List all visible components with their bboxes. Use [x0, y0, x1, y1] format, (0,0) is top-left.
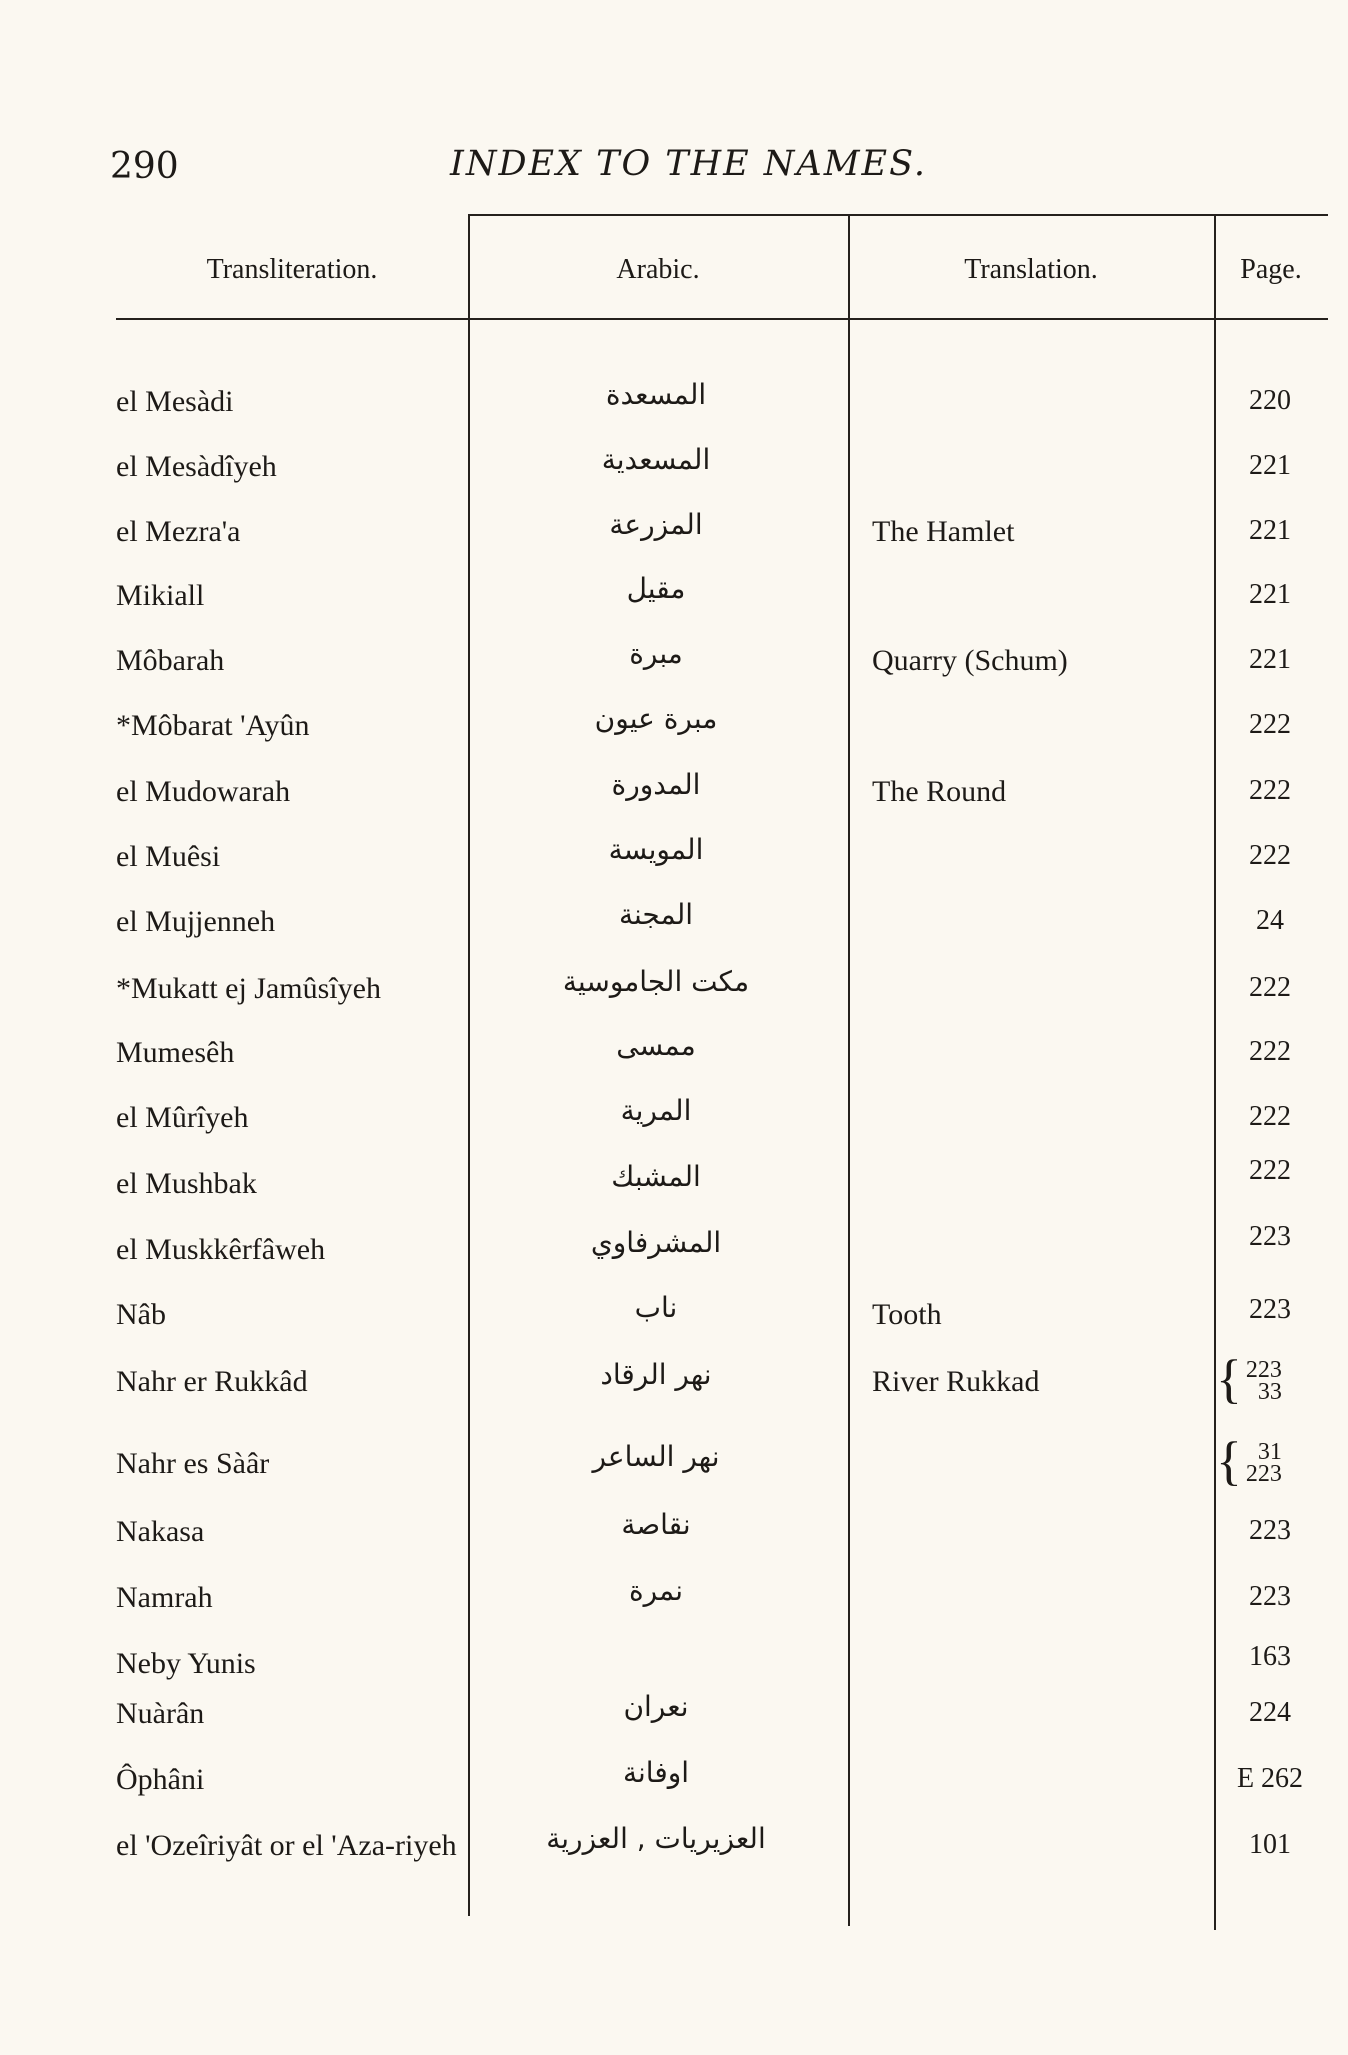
table-row	[116, 378, 1331, 446]
transliteration-cell: el 'Ozeîriyât or el 'Aza-riyeh	[116, 1829, 457, 1862]
arabic-cell: مكت الجاموسية	[562, 965, 750, 998]
transliteration-cell: el Mushbak	[116, 1167, 257, 1200]
running-title: INDEX TO THE NAMES.	[450, 144, 927, 184]
page-cell: 224	[1249, 1697, 1291, 1728]
page-cell: 222	[1249, 840, 1291, 871]
page-cell: 220	[1249, 385, 1291, 416]
table-row	[116, 1431, 1331, 1508]
page-cell: 221	[1249, 644, 1291, 675]
page-number-bottom: 33	[1257, 1379, 1282, 1406]
arabic-cell: مقيل	[626, 572, 686, 605]
page-cell: 221	[1249, 450, 1291, 481]
arabic-cell: المشبك	[611, 1160, 701, 1193]
column-header-arabic: Arabic.	[616, 254, 700, 285]
table-row	[116, 637, 1331, 705]
arabic-cell: المزرعة	[609, 508, 703, 541]
transliteration-cell: el Mezra'a	[116, 515, 241, 548]
page-cell: 223	[1249, 1515, 1291, 1546]
transliteration-cell: Mumesêh	[116, 1036, 235, 1069]
table-row	[116, 1574, 1331, 1642]
table-row	[116, 1291, 1331, 1359]
page-cell: 222	[1249, 972, 1291, 1003]
page-header	[110, 140, 1190, 190]
table-row	[116, 702, 1331, 770]
transliteration-cell: Nâb	[116, 1298, 166, 1331]
column-header-translation: Translation.	[964, 254, 1098, 285]
arabic-cell: نقاصة	[621, 1508, 691, 1541]
page-cell: 222	[1249, 1155, 1291, 1186]
table-row	[116, 1690, 1331, 1758]
translation-cell: Tooth	[872, 1298, 942, 1331]
table-row	[116, 1822, 1331, 1918]
page-cell: 223	[1249, 1581, 1291, 1612]
transliteration-cell: Nahr er Rukkâd	[116, 1365, 308, 1398]
page-cell: 221	[1249, 579, 1291, 610]
table-row	[116, 1349, 1331, 1426]
page-cell: 24	[1256, 905, 1284, 936]
table-row	[116, 1221, 1331, 1294]
transliteration-cell: Neby Yunis	[116, 1647, 256, 1680]
transliteration-cell: el Mûrîyeh	[116, 1101, 249, 1134]
arabic-cell: المجنة	[618, 898, 694, 931]
transliteration-cell: el Muêsi	[116, 840, 221, 873]
page-cell: 222	[1249, 1036, 1291, 1067]
transliteration-cell: el Muskkêrfâweh	[116, 1233, 326, 1266]
top-rule	[468, 214, 1328, 216]
arabic-cell: العزيريات , العزرية	[546, 1822, 766, 1855]
transliteration-cell: *Môbarat 'Ayûn	[116, 709, 310, 742]
page-cell: E 262	[1236, 1763, 1304, 1794]
transliteration-cell: Nuàrân	[116, 1697, 205, 1730]
arabic-cell: مبرة	[629, 637, 683, 670]
page-cell: 101	[1249, 1829, 1291, 1860]
table-row	[116, 898, 1331, 966]
table-row	[116, 1029, 1331, 1097]
arabic-cell: نهر الساعر	[592, 1440, 720, 1473]
column-header-transliteration: Transliteration.	[206, 254, 378, 285]
table-row	[116, 443, 1331, 511]
page-number: 290	[110, 146, 179, 187]
page-pair	[1245, 1436, 1282, 1488]
page-number-top: 223	[1245, 1357, 1282, 1383]
arabic-cell: المشرفاوي	[590, 1226, 722, 1259]
table-row	[116, 768, 1331, 836]
transliteration-cell: el Mujjenneh	[116, 905, 276, 938]
table-row	[116, 1094, 1331, 1162]
page-cell	[1216, 1349, 1336, 1409]
arabic-cell: المويسة	[608, 833, 704, 866]
page-cell: 222	[1249, 775, 1291, 806]
translation-cell: Quarry (Schum)	[872, 644, 1068, 677]
transliteration-cell: Ôphâni	[116, 1763, 205, 1796]
arabic-cell: اوفانة	[622, 1756, 690, 1789]
arabic-cell: نعران	[623, 1690, 689, 1723]
table-row	[116, 572, 1331, 640]
table-row	[116, 833, 1331, 901]
transliteration-cell: *Mukatt ej Jamûsîyeh	[116, 972, 381, 1005]
page-cell	[1216, 1431, 1336, 1491]
table-row	[116, 1508, 1331, 1576]
arabic-cell: المسعدة	[605, 378, 707, 411]
table-row	[116, 1155, 1331, 1228]
index-table	[116, 214, 1331, 1934]
transliteration-cell: Namrah	[116, 1581, 213, 1614]
translation-cell: River Rukkad	[872, 1365, 1040, 1398]
arabic-cell: ناب	[634, 1291, 678, 1324]
arabic-cell: نمرة	[628, 1574, 684, 1607]
transliteration-cell: el Mudowarah	[116, 775, 291, 808]
page-number-bottom: 223	[1245, 1461, 1282, 1488]
arabic-cell: ممسى	[616, 1029, 696, 1062]
transliteration-cell: Môbarah	[116, 644, 225, 677]
transliteration-cell: Nakasa	[116, 1515, 205, 1548]
page-cell: 223	[1249, 1294, 1291, 1325]
transliteration-cell: Nahr es Sàâr	[116, 1447, 270, 1480]
transliteration-cell: el Mesàdîyeh	[116, 450, 277, 483]
header-underline	[116, 318, 1328, 320]
arabic-cell: المسعدية	[601, 443, 711, 476]
page-cell: 222	[1249, 709, 1291, 740]
brace-mark: {	[1216, 1349, 1242, 1409]
arabic-cell: مبرة عيون	[594, 702, 718, 735]
table-row	[116, 1756, 1331, 1824]
translation-cell: The Hamlet	[872, 515, 1015, 548]
column-header-page: Page.	[1240, 254, 1302, 285]
page-cell: 223	[1249, 1221, 1291, 1252]
transliteration-cell: el Mesàdi	[116, 385, 234, 418]
brace-mark: {	[1216, 1431, 1242, 1491]
translation-cell: The Round	[872, 775, 1007, 808]
page-cell: 221	[1249, 515, 1291, 546]
page-cell: 163	[1249, 1641, 1291, 1672]
arabic-cell: المدورة	[611, 768, 701, 801]
page-cell: 222	[1249, 1101, 1291, 1132]
table-row	[116, 508, 1331, 576]
arabic-cell: نهر الرقاد	[600, 1358, 712, 1391]
arabic-cell: المرية	[620, 1094, 692, 1127]
table-row	[116, 965, 1331, 1033]
page-pair	[1245, 1354, 1282, 1406]
page-number-top: 31	[1257, 1439, 1282, 1465]
transliteration-cell: Mikiall	[116, 579, 205, 612]
